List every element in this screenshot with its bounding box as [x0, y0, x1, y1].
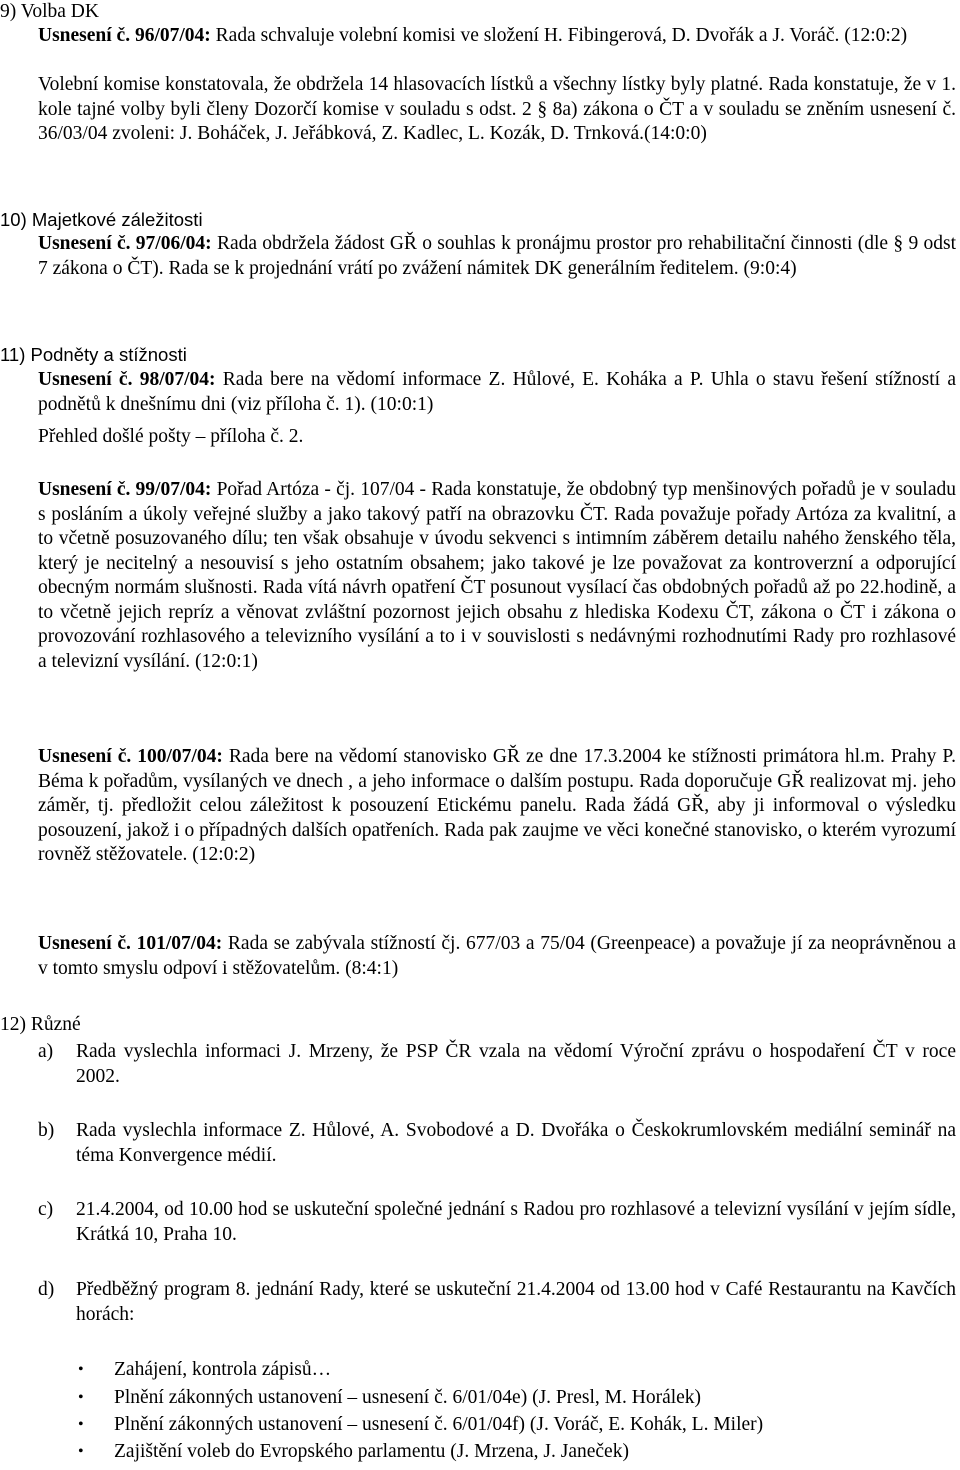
- bullet-text: Plnění zákonných ustanovení – usnesení č. 6/01/04f) (J. Voráč, E. Kohák, L. Miler): [114, 1414, 764, 1435]
- section-heading: 10) Majetkové záležitosti: [0, 209, 203, 230]
- section-heading: 12) Různé: [0, 1014, 81, 1035]
- resolution-label: Usnesení č. 96/07/04:: [38, 25, 211, 46]
- resolution-98: [38, 368, 956, 417]
- section-sign: §: [893, 233, 904, 254]
- resolution-text: 9 odst 7 zákona o ČT). Rada se k projednání vrátí po zvážení námitek DK generálním ředitelem.: [38, 233, 956, 279]
- bullet-text: Zajištění voleb do Evropského parlamentu (J. Mrzena, J. Janeček): [114, 1441, 629, 1462]
- item-text: Předběžný program 8. jednání Rady, které se uskuteční 21.4.2004 od 13.00 hod v Café Restaurantu na Kavčích horách:: [76, 1279, 956, 1325]
- item-label: c): [38, 1199, 54, 1220]
- bullet-icon: •: [78, 1361, 84, 1378]
- resolution-97: [38, 232, 956, 281]
- paragraph-text: 8a) zákona o ČT a v souladu se zněním usnesení č. 36/03/04 zvoleni: J. Boháček, J. Jeřábková, Z. Kadlec, L. Kozák, D. Trnková.: [38, 98, 956, 144]
- resolution-101: [38, 932, 956, 981]
- resolution-text: Pořad Artóza - čj. 107/04 - Rada konstatuje, že obdobný typ menšinových pořadů je v souladu s posláním a úkoly veřejné služby a jako takový patří na obrazovku ČT. Rada považuje pořady Artóza za kvalitní, a to včetně posuzovaného dílu; ten však obsahuje v úvodu sekvenci s intimním záběrem detailu nahého ženského těla, který je necitelný a nesouvisí s jeho ostatním obsahem; jako takové je lze považovat za kontroverzní a odporující obecným normám slušnosti. Rada vítá návrh opatření ČT posunout vysílací čas obdobných pořadů až po 22.hodině, a to včetně jejich repríz a věnovat zvláštní pozornost jejich obsahu z hlediska Kodexu ČT, zákona o ČT i zákona o provozování rozhlasového a televizního vysílání a to i v souvislosti s nedávnými rozhodnutími Rady pro rozhlasové a televizní vysílání.: [38, 479, 956, 672]
- item-text: Rada vyslechla informace Z. Hůlové, A. Svobodové a D. Dvořáka o Českokrumlovském mediální seminář na téma Konvergence médií.: [76, 1120, 956, 1166]
- resolution-label: Usnesení č. 98/07/04:: [38, 369, 216, 390]
- bullet-text: Plnění zákonných ustanovení – usnesení č. 6/01/04e) (J. Presl, M. Horálek): [114, 1387, 702, 1408]
- resolution-label: Usnesení č. 101/07/04:: [38, 933, 223, 954]
- resolution-text: Rada bere na vědomí stanovisko GŘ ze dne 17.3.2004 ke stížnosti primátora hl.m. Prahy P. Béma k pořadům, vysílaných ve dnech , a jeho informace o dalším postupu. Rada doporučuje GŘ realizovat mj. jeho záměr, tj. předložit celou záležitost k posouzení Etickému panelu. Rada žádá GŘ, aby ji informoval o výsledku posouzení, jakož i o případných dalších opatřeních. Rada pak zaujme ve věci konečné stanovisko, o kterém vyrozumí rovněž stěžovatele.: [38, 746, 956, 865]
- resolution-label: Usnesení č. 99/07/04:: [38, 479, 212, 500]
- paragraph-election-result: [38, 73, 956, 147]
- item-label: d): [38, 1279, 55, 1300]
- vote-count: (12:0:2): [844, 25, 908, 46]
- vote-count: (12:0:2): [192, 844, 256, 865]
- bullet-icon: •: [78, 1416, 84, 1433]
- resolution-100: [38, 745, 956, 868]
- item-text: 21.4.2004, od 10.00 hod se uskuteční společné jednání s Radou pro rozhlasové a televizní vysílání v jejím sídle, Krátká 10, Praha 10.: [76, 1199, 956, 1245]
- section-sign: §: [537, 98, 548, 120]
- vote-count: (10:0:1): [370, 393, 434, 415]
- bullet-icon: •: [78, 1443, 84, 1460]
- resolution-text: Rada bere na vědomí informace Z. Hůlové, E. Koháka a P. Uhla o stavu řešení stížností a podnětů k dnešnímu dni (viz příloha č. 1).: [38, 369, 956, 415]
- section-heading: 9) Volba DK: [0, 1, 99, 22]
- vote-count: (9:0:4): [743, 257, 797, 279]
- mail-overview-note: Přehled došlé pošty – příloha č. 2.: [38, 426, 304, 447]
- resolution-label: Usnesení č. 100/07/04:: [38, 746, 223, 767]
- bullet-text: Zahájení, kontrola zápisů…: [114, 1359, 332, 1380]
- resolution-label: Usnesení č. 97/06/04:: [38, 233, 212, 254]
- section-heading: 11) Podněty a stížnosti: [0, 344, 187, 365]
- resolution-99: [38, 478, 956, 674]
- resolution-96: [38, 24, 956, 49]
- resolution-text: Rada se zabývala stížností čj. 677/03 a 75/04 (Greenpeace) a považuje jí za neoprávněnou a v tomto smyslu odpoví i stěžovatelům.: [38, 933, 956, 979]
- vote-count: (8:4:1): [345, 957, 399, 979]
- item-label: b): [38, 1120, 55, 1141]
- vote-count: (12:0:1): [195, 650, 258, 672]
- paragraph-text: Volební komise konstatovala, že obdržela 14 hlasovacích lístků a všechny lístky byly platné. Rada konstatuje, že v 1. kole tajné volby byli členy Dozorčí komise v souladu s odst. 2: [38, 74, 956, 120]
- vote-count: (14:0:0): [644, 123, 707, 144]
- resolution-text: Rada obdržela žádost GŘ o souhlas k pronájmu prostor pro rehabilitační činnosti (dle: [211, 233, 894, 254]
- resolution-text: Rada schvaluje volební komisi ve složení H. Fibingerová, D. Dvořák a J. Voráč.: [210, 25, 845, 46]
- item-label: a): [38, 1041, 54, 1062]
- item-text: Rada vyslechla informaci J. Mrzeny, že PSP ČR vzala na vědomí Výroční zprávu o hospodaření ČT v roce 2002.: [76, 1041, 956, 1087]
- bullet-icon: •: [78, 1389, 84, 1406]
